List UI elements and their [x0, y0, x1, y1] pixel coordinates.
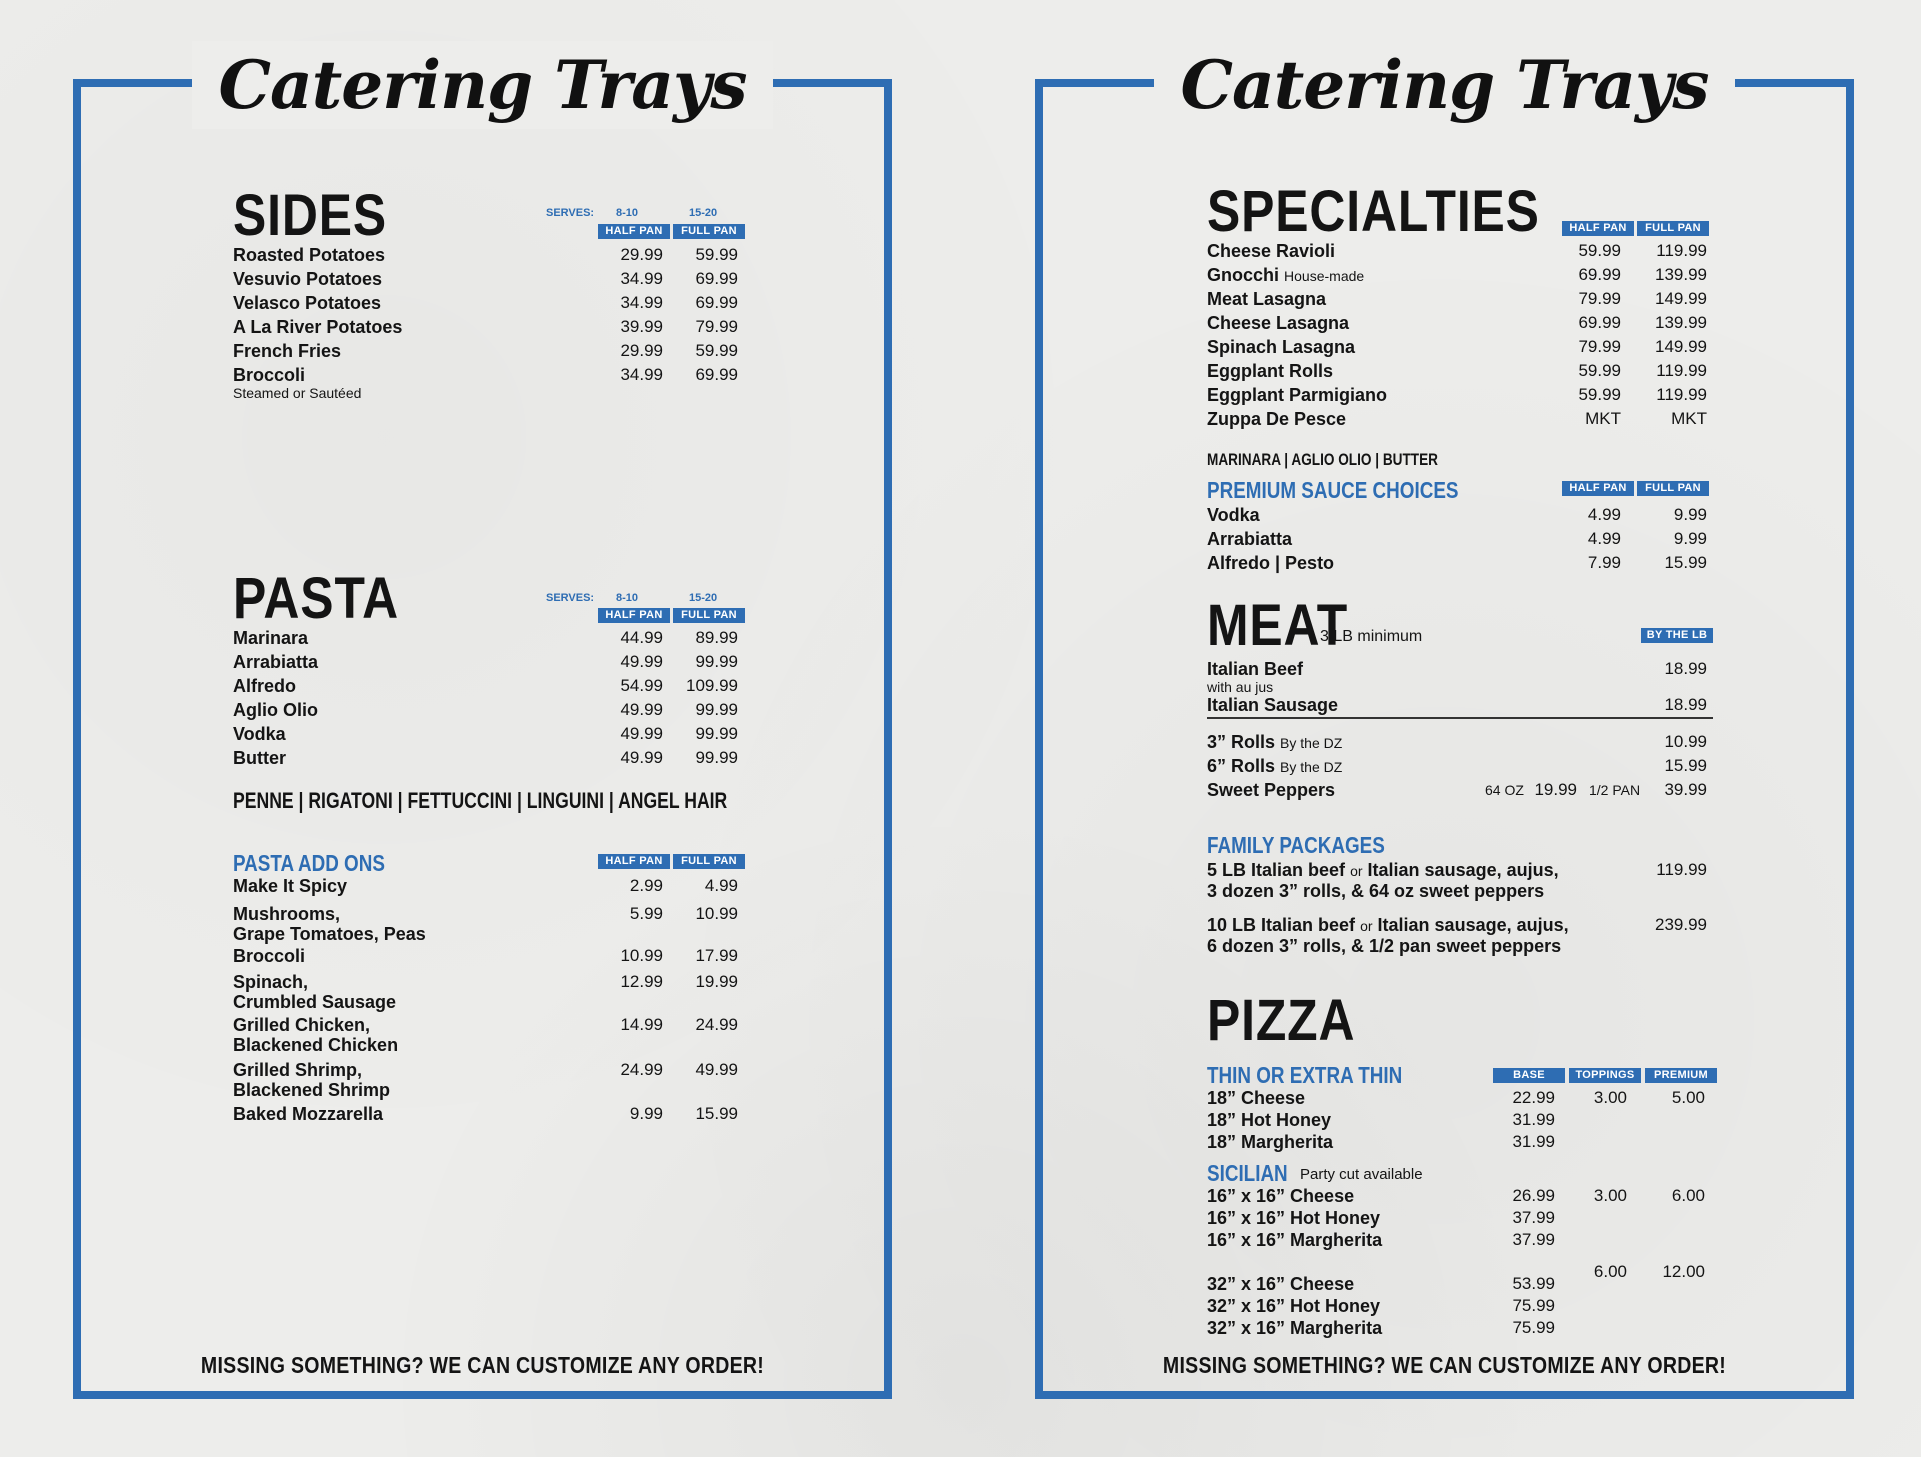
meat-by-lb-badge: BY THE LB	[1641, 628, 1713, 643]
addon-full-price: 17.99	[695, 946, 738, 965]
pasta-full-price: 109.99	[686, 676, 738, 695]
specialty-half-price: MKT	[1585, 409, 1621, 428]
right-panel-title: Catering Trays	[1154, 41, 1734, 129]
pizza-base-badge: BASE	[1493, 1068, 1565, 1083]
left-menu-panel	[73, 46, 892, 1399]
thin-pizza-row	[1207, 1132, 1333, 1152]
left-panel-title: Catering Trays	[192, 41, 772, 129]
addon-half-price: 2.99	[629, 876, 663, 895]
specialty-half-price: 69.99	[1578, 265, 1621, 284]
addon-half-price: 5.99	[629, 904, 663, 923]
specialties-full-pan-badge: FULL PAN	[1637, 221, 1709, 236]
pasta-full-pan-badge: FULL PAN	[673, 608, 745, 623]
pasta-shapes-line: PENNE | RIGATONI | FETTUCCINI | LINGUINI | ANGEL HAIR	[233, 788, 728, 813]
sides-half-pan-badge: HALF PAN	[598, 224, 670, 239]
sides-serves-label: SERVES:	[546, 207, 595, 219]
sicilian-large-row	[1207, 1274, 1354, 1294]
rolls-row	[1207, 756, 1342, 777]
premium-sauce-section	[1207, 477, 1767, 577]
addon-full-price: 49.99	[695, 1060, 738, 1079]
specialty-item-row	[1207, 337, 1355, 357]
specialty-item-name: Cheese Lasagna	[1207, 313, 1350, 333]
addon-item-name: Baked Mozzarella	[233, 1104, 384, 1124]
meat-item-name: Italian Sausage	[1207, 695, 1339, 715]
specialty-half-price: 59.99	[1578, 241, 1621, 260]
sicilian-small-name: 16” x 16” Margherita	[1207, 1230, 1383, 1250]
meat-heading: MEAT	[1207, 593, 1349, 658]
thin-pizza-name: 18” Hot Honey	[1207, 1110, 1332, 1130]
specialty-half-price: 69.99	[1578, 313, 1621, 332]
sides-item-name: A La River Potatoes	[233, 317, 403, 337]
sides-half-price: 34.99	[620, 269, 663, 288]
rolls-name: 3” Rolls	[1207, 732, 1276, 752]
premium-sauce-heading: PREMIUM SAUCE CHOICES	[1207, 477, 1459, 503]
meat-item-row	[1207, 695, 1338, 715]
specialty-full-price: MKT	[1671, 409, 1707, 428]
pasta-half-price: 49.99	[620, 700, 663, 719]
premium-sauce-name: Alfredo | Pesto	[1207, 553, 1335, 573]
addon-item-row	[233, 876, 347, 896]
specialty-full-price: 139.99	[1655, 265, 1707, 284]
sides-full-price: 69.99	[695, 293, 738, 312]
family-package-row	[1207, 860, 1559, 901]
family-package-price: 119.99	[1656, 860, 1707, 879]
right-menu-panel	[1035, 46, 1854, 1399]
specialty-item-note: House-made	[1284, 268, 1365, 284]
premium-half-price: 7.99	[1587, 553, 1621, 572]
pasta-full-price: 99.99	[695, 748, 738, 767]
sides-item-name: French Fries	[233, 341, 342, 361]
left-panel-footer: MISSING SOMETHING? WE CAN CUSTOMIZE ANY ORDER!	[200, 1352, 765, 1378]
sicilian-small-base-price: 26.99	[1512, 1186, 1555, 1205]
addon-item-name: Grilled Chicken,	[233, 1015, 371, 1035]
addons-half-pan-badge: HALF PAN	[598, 854, 670, 869]
pasta-half-price: 44.99	[620, 628, 663, 647]
sicilian-small-base-price: 37.99	[1512, 1230, 1555, 1249]
addon-half-price: 12.99	[620, 972, 663, 991]
sides-item-row	[233, 317, 402, 337]
premium-half-price: 4.99	[1587, 529, 1621, 548]
addon-item-name: Broccoli	[233, 946, 306, 966]
pasta-item-row	[233, 676, 296, 696]
sides-item-name: Vesuvio Potatoes	[233, 269, 383, 289]
sides-item-row	[233, 293, 381, 313]
rolls-note: By the DZ	[1280, 759, 1343, 775]
thin-pizza-row	[1207, 1088, 1305, 1108]
specialty-item-name: Cheese Ravioli	[1207, 241, 1336, 261]
specialty-full-price: 139.99	[1655, 313, 1707, 332]
specialty-full-price: 119.99	[1656, 385, 1707, 404]
addon-item-name-line2: Blackened Shrimp	[233, 1080, 391, 1100]
thin-pizza-base-price: 22.99	[1512, 1088, 1555, 1107]
pasta-full-price: 99.99	[695, 700, 738, 719]
pasta-full-price: 99.99	[695, 724, 738, 743]
family-packages-section	[1207, 832, 1767, 962]
specialty-item-name: Eggplant Rolls	[1207, 361, 1333, 381]
pasta-item-name: Butter	[233, 748, 286, 768]
sides-item-row	[233, 245, 385, 265]
sides-item-name: Roasted Potatoes	[233, 245, 386, 265]
specialty-full-price: 149.99	[1655, 289, 1707, 308]
sides-item-name: Velasco Potatoes	[233, 293, 382, 313]
meat-divider	[1207, 717, 1713, 719]
sweet-peppers-row	[1207, 780, 1335, 800]
pasta-serves-half: 8-10	[616, 592, 639, 604]
meat-item-row	[1207, 659, 1303, 695]
pasta-item-name: Vodka	[233, 724, 286, 744]
sides-item-name: Broccoli	[233, 365, 306, 385]
sides-half-price: 29.99	[620, 341, 663, 360]
sicilian-small-row	[1207, 1230, 1382, 1250]
sicilian-large-premium: 12.00	[1662, 1262, 1705, 1281]
pasta-item-row	[233, 748, 286, 768]
sicilian-large-row	[1207, 1318, 1382, 1338]
pasta-half-price: 54.99	[620, 676, 663, 695]
sicilian-large-base-price: 53.99	[1512, 1274, 1555, 1293]
pasta-item-name: Marinara	[233, 628, 309, 648]
specialty-item-name: Eggplant Parmigiano	[1207, 385, 1388, 405]
family-package-row	[1207, 915, 1569, 956]
specialty-item-row	[1207, 313, 1349, 333]
sides-section	[233, 183, 833, 507]
addon-item-row	[233, 946, 305, 966]
sides-full-price: 69.99	[695, 269, 738, 288]
specialties-half-pan-badge: HALF PAN	[1562, 221, 1634, 236]
addon-item-name: Grilled Shrimp,	[233, 1060, 363, 1080]
pasta-addons-section	[233, 850, 833, 1230]
addon-full-price: 15.99	[695, 1104, 738, 1123]
sides-half-price: 34.99	[620, 293, 663, 312]
premium-sauce-row	[1207, 553, 1334, 573]
specialty-item-name: Zuppa De Pesce	[1207, 409, 1347, 429]
pasta-full-price: 89.99	[695, 628, 738, 647]
pasta-item-name: Alfredo	[233, 676, 296, 696]
sides-half-price: 39.99	[620, 317, 663, 336]
peppers-price-64oz: 19.99	[1534, 780, 1577, 799]
sicilian-small-premium: 6.00	[1671, 1186, 1705, 1205]
meat-lb-price: 18.99	[1664, 659, 1707, 678]
addons-full-pan-badge: FULL PAN	[673, 854, 745, 869]
sicilian-large-base-price: 75.99	[1512, 1296, 1555, 1315]
specialty-half-price: 59.99	[1578, 361, 1621, 380]
specialty-item-row	[1207, 361, 1333, 381]
sides-full-pan-badge: FULL PAN	[673, 224, 745, 239]
sides-full-price: 69.99	[695, 365, 738, 384]
specialty-full-price: 119.99	[1656, 241, 1707, 260]
family-package-price: 239.99	[1655, 915, 1707, 934]
premium-full-price: 15.99	[1664, 553, 1707, 572]
specialty-full-price: 149.99	[1655, 337, 1707, 356]
rolls-note: By the DZ	[1280, 735, 1343, 751]
pasta-heading: PASTA	[233, 566, 399, 631]
family-package-or: or	[1360, 918, 1373, 934]
pasta-full-price: 99.99	[695, 652, 738, 671]
family-package-a: 5 LB Italian beef	[1207, 860, 1346, 880]
sicilian-large-name: 32” x 16” Hot Honey	[1207, 1296, 1381, 1316]
pasta-item-name: Aglio Olio	[233, 700, 318, 720]
pasta-item-row	[233, 700, 318, 720]
specialties-heading: SPECIALTIES	[1207, 179, 1540, 244]
addon-item-row	[233, 972, 396, 1012]
sicilian-large-row	[1207, 1296, 1380, 1316]
addon-item-row	[233, 1104, 383, 1124]
thin-pizza-premium-price: 5.00	[1671, 1088, 1705, 1107]
premium-sauce-row	[1207, 529, 1292, 549]
addon-half-price: 10.99	[620, 946, 663, 965]
specialty-item-row	[1207, 241, 1335, 261]
pasta-section	[233, 566, 833, 820]
family-package-line2: 3 dozen 3” rolls, & 64 oz sweet peppers	[1207, 881, 1545, 901]
rolls-name: 6” Rolls	[1207, 756, 1276, 776]
sides-item-note: Steamed or Sautéed	[233, 385, 362, 401]
premium-sauce-row	[1207, 505, 1260, 525]
thin-pizza-row	[1207, 1110, 1331, 1130]
family-package-or: or	[1350, 863, 1363, 879]
thin-pizza-base-price: 31.99	[1512, 1132, 1555, 1151]
sides-serves-half: 8-10	[616, 207, 639, 219]
addon-item-row	[233, 904, 426, 944]
addon-half-price: 14.99	[620, 1015, 663, 1034]
specialty-item-name: Gnocchi	[1207, 265, 1280, 285]
addon-item-name: Spinach,	[233, 972, 309, 992]
pizza-heading: PIZZA	[1207, 988, 1356, 1053]
peppers-size-64oz: 64 OZ	[1485, 782, 1524, 798]
addon-item-name: Make It Spicy	[233, 876, 348, 896]
addon-full-price: 19.99	[695, 972, 738, 991]
premium-sauce-name: Arrabiatta	[1207, 529, 1293, 549]
specialty-full-price: 119.99	[1656, 361, 1707, 380]
rolls-price: 15.99	[1664, 756, 1707, 775]
sicilian-small-name: 16” x 16” Cheese	[1207, 1186, 1355, 1206]
pasta-serves-full: 15-20	[689, 592, 718, 604]
addon-item-row	[233, 1015, 398, 1055]
addon-item-row	[233, 1060, 390, 1100]
addon-item-name-line2: Crumbled Sausage	[233, 992, 397, 1012]
specialty-half-price: 79.99	[1578, 289, 1621, 308]
sicilian-large-name: 32” x 16” Cheese	[1207, 1274, 1355, 1294]
sicilian-party-cut-note: Party cut available	[1300, 1166, 1423, 1183]
family-package-b: Italian sausage, aujus,	[1377, 915, 1569, 935]
thin-pizza-toppings-price: 3.00	[1593, 1088, 1627, 1107]
sicilian-large-base-price: 75.99	[1512, 1318, 1555, 1337]
addon-item-name-line2: Grape Tomatoes, Peas	[233, 924, 426, 944]
pasta-addons-heading: PASTA ADD ONS	[233, 850, 385, 876]
family-packages-heading: FAMILY PACKAGES	[1207, 832, 1385, 858]
addon-half-price: 9.99	[629, 1104, 663, 1123]
family-package-a: 10 LB Italian beef	[1207, 915, 1356, 935]
sides-half-price: 29.99	[620, 245, 663, 264]
family-package-line2: 6 dozen 3” rolls, & 1/2 pan sweet peppers	[1207, 936, 1562, 956]
sicilian-large-toppings: 6.00	[1593, 1262, 1627, 1281]
premium-full-price: 9.99	[1673, 529, 1707, 548]
pasta-item-row	[233, 652, 318, 672]
sides-item-row	[233, 365, 361, 401]
thin-pizza-name: 18” Margherita	[1207, 1132, 1334, 1152]
sides-serves-full: 15-20	[689, 207, 718, 219]
premium-half-pan-badge: HALF PAN	[1562, 481, 1634, 496]
pasta-item-name: Arrabiatta	[233, 652, 319, 672]
pasta-half-pan-badge: HALF PAN	[598, 608, 670, 623]
specialties-section	[1207, 179, 1767, 469]
thin-pizza-name: 18” Cheese	[1207, 1088, 1306, 1108]
pasta-half-price: 49.99	[620, 748, 663, 767]
pasta-half-price: 49.99	[620, 652, 663, 671]
rolls-price: 10.99	[1664, 732, 1707, 751]
specialty-half-price: 79.99	[1578, 337, 1621, 356]
addon-item-name-line2: Blackened Chicken	[233, 1035, 399, 1055]
premium-full-pan-badge: FULL PAN	[1637, 481, 1709, 496]
right-panel-footer: MISSING SOMETHING? WE CAN CUSTOMIZE ANY ORDER!	[1162, 1352, 1727, 1378]
specialty-half-price: 59.99	[1578, 385, 1621, 404]
addon-item-name: Mushrooms,	[233, 904, 341, 924]
addon-half-price: 24.99	[620, 1060, 663, 1079]
sides-item-row	[233, 269, 382, 289]
sicilian-small-row	[1207, 1186, 1354, 1206]
thin-pizza-base-price: 31.99	[1512, 1110, 1555, 1129]
specialties-sauce-line: MARINARA | AGLIO OLIO | BUTTER	[1207, 450, 1438, 469]
specialty-item-row	[1207, 289, 1326, 309]
peppers-size-half-pan: 1/2 PAN	[1589, 782, 1641, 798]
sweet-peppers-name: Sweet Peppers	[1207, 780, 1336, 800]
sides-item-row	[233, 341, 341, 361]
addon-full-price: 24.99	[695, 1015, 738, 1034]
meat-minimum-note: 3 LB minimum	[1320, 628, 1423, 645]
pizza-toppings-badge: TOPPINGS	[1569, 1068, 1641, 1083]
thin-crust-heading: THIN OR EXTRA THIN	[1207, 1062, 1403, 1088]
sides-full-price: 79.99	[695, 317, 738, 336]
family-package-b: Italian sausage, aujus,	[1367, 860, 1559, 880]
specialty-item-name: Spinach Lasagna	[1207, 337, 1356, 357]
sicilian-large-name: 32” x 16” Margherita	[1207, 1318, 1383, 1338]
meat-lb-price: 18.99	[1664, 695, 1707, 714]
addon-full-price: 4.99	[704, 876, 738, 895]
sicilian-small-name: 16” x 16” Hot Honey	[1207, 1208, 1381, 1228]
sicilian-small-toppings: 3.00	[1593, 1186, 1627, 1205]
sicilian-small-row	[1207, 1208, 1380, 1228]
meat-item-name: Italian Beef	[1207, 659, 1304, 679]
rolls-row	[1207, 732, 1342, 753]
pasta-item-row	[233, 628, 308, 648]
sicilian-heading: SICILIAN	[1207, 1160, 1288, 1186]
pasta-item-row	[233, 724, 286, 744]
specialty-item-row	[1207, 409, 1346, 429]
specialty-item-row	[1207, 385, 1387, 405]
peppers-price-half-pan: 39.99	[1664, 780, 1707, 799]
sides-heading: SIDES	[233, 183, 387, 248]
meat-section	[1207, 593, 1767, 817]
specialty-item-name: Meat Lasagna	[1207, 289, 1327, 309]
premium-full-price: 9.99	[1673, 505, 1707, 524]
pizza-premium-badge: PREMIUM	[1645, 1068, 1717, 1083]
meat-item-note: with au jus	[1207, 679, 1274, 695]
specialty-item-row	[1207, 265, 1364, 286]
pasta-half-price: 49.99	[620, 724, 663, 743]
sides-full-price: 59.99	[695, 341, 738, 360]
sicilian-small-base-price: 37.99	[1512, 1208, 1555, 1227]
sides-half-price: 34.99	[620, 365, 663, 384]
pizza-section	[1207, 988, 1767, 1352]
pasta-serves-label: SERVES:	[546, 592, 595, 604]
sides-full-price: 59.99	[695, 245, 738, 264]
premium-half-price: 4.99	[1587, 505, 1621, 524]
premium-sauce-name: Vodka	[1207, 505, 1260, 525]
addon-full-price: 10.99	[695, 904, 738, 923]
